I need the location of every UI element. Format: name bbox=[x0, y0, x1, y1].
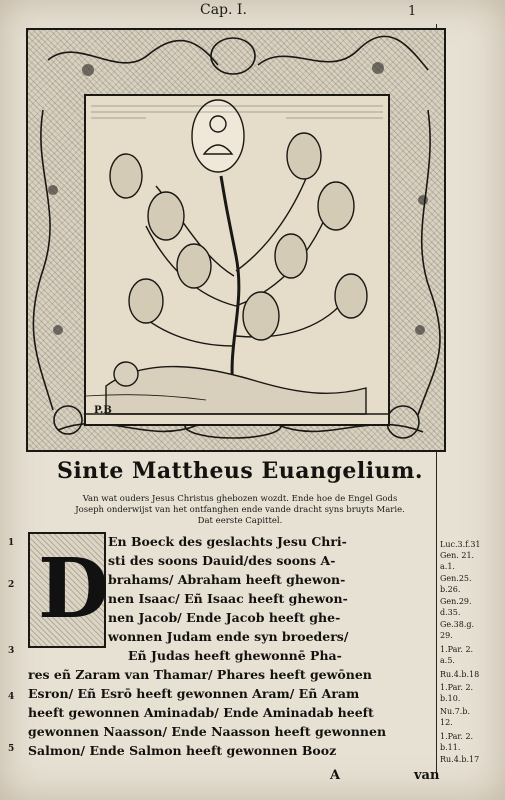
gospel-title: Sinte Mattheus Euangelium. bbox=[56, 458, 424, 484]
margin-note: 1.Par. 2. bbox=[440, 732, 474, 741]
verse-number: 4 bbox=[8, 692, 15, 702]
text-line: res eñ Zaram van Thamar/ Phares heeft gewōnen bbox=[28, 667, 372, 682]
margin-note: 1.Par. 2. bbox=[440, 645, 474, 654]
margin-note: Gen. 21. bbox=[440, 551, 475, 560]
signature-mark: A bbox=[330, 768, 341, 783]
running-header bbox=[0, 0, 505, 22]
margin-note: b.11. bbox=[440, 743, 461, 752]
margin-note: b.10. bbox=[440, 694, 461, 703]
margin-note: 1.Par. 2. bbox=[440, 683, 474, 692]
text-line: brahams/ Abraham heeft ghewon- bbox=[108, 572, 346, 587]
margin-note: Ge.38.g. bbox=[440, 620, 475, 629]
margin-note: Gen.25. bbox=[440, 574, 472, 583]
margin-note: a.1. bbox=[440, 562, 455, 571]
text-line: Salmon/ Ende Salmon heeft gewonnen Booz bbox=[28, 743, 337, 758]
text-line: Esron/ Eñ Esrō heeft gewonnen Aram/ Eñ Aram bbox=[28, 686, 360, 701]
margin-note: Ru.4.b.17 bbox=[440, 755, 480, 764]
artist-initials: P.B bbox=[94, 405, 112, 416]
margin-note: Gen.29. bbox=[440, 597, 472, 606]
text-line: gewonnen Naasson/ Ende Naasson heeft gewonnen bbox=[28, 724, 387, 739]
text-line: heeft gewonnen Aminadab/ Ende Aminadab heeft bbox=[28, 705, 374, 720]
text-line: wonnen Judam ende syn broeders/ bbox=[108, 629, 349, 644]
verse-number: 5 bbox=[8, 744, 15, 754]
verse-number: 2 bbox=[8, 580, 15, 590]
summary-line: Dat eerste Capittel. bbox=[197, 516, 283, 526]
folio-number: 1 bbox=[408, 4, 417, 19]
text-line: Eñ Judas heeft ghewonnē Pha- bbox=[128, 648, 342, 663]
initial-letter: D bbox=[38, 541, 110, 637]
decorated-initial bbox=[28, 532, 110, 648]
summary-line: Van wat ouders Jesus Christus ghebozen wozdt. Ende hoe de Engel Gods bbox=[82, 494, 398, 504]
summary-line: Joseph onderwijst van het ontfanghen ende vande dracht syns bruyts Marie. bbox=[75, 505, 405, 515]
woodcut-illustration bbox=[26, 28, 446, 452]
catchword: van bbox=[414, 768, 440, 783]
text-line: nen Jacob/ Ende Jacob heeft ghe- bbox=[108, 610, 341, 625]
margin-note: Luc.3.f.31 bbox=[440, 540, 481, 549]
margin-note: b.26. bbox=[440, 585, 461, 594]
margin-note: 12. bbox=[440, 718, 453, 727]
margin-note: d.35. bbox=[440, 608, 461, 617]
margin-note: Nu.7.b. bbox=[440, 707, 470, 716]
chapter-heading: Cap. I. bbox=[200, 2, 247, 18]
margin-note: 29. bbox=[440, 631, 453, 640]
verse-number: 3 bbox=[8, 646, 15, 656]
verse-number: 1 bbox=[8, 538, 15, 548]
text-line: nen Isaac/ Eñ Isaac heeft ghewon- bbox=[108, 591, 348, 606]
text-line: sti des soons Dauid/des soons A- bbox=[108, 553, 336, 568]
chapter-summary bbox=[40, 494, 440, 527]
margin-note: Ru.4.b.18 bbox=[440, 670, 480, 679]
tree-of-jesse-drawing bbox=[86, 96, 388, 424]
text-line: En Boeck des geslachts Jesu Chri- bbox=[108, 534, 347, 549]
margin-note: a.5. bbox=[440, 656, 455, 665]
jesse-tree-scene bbox=[84, 94, 390, 426]
